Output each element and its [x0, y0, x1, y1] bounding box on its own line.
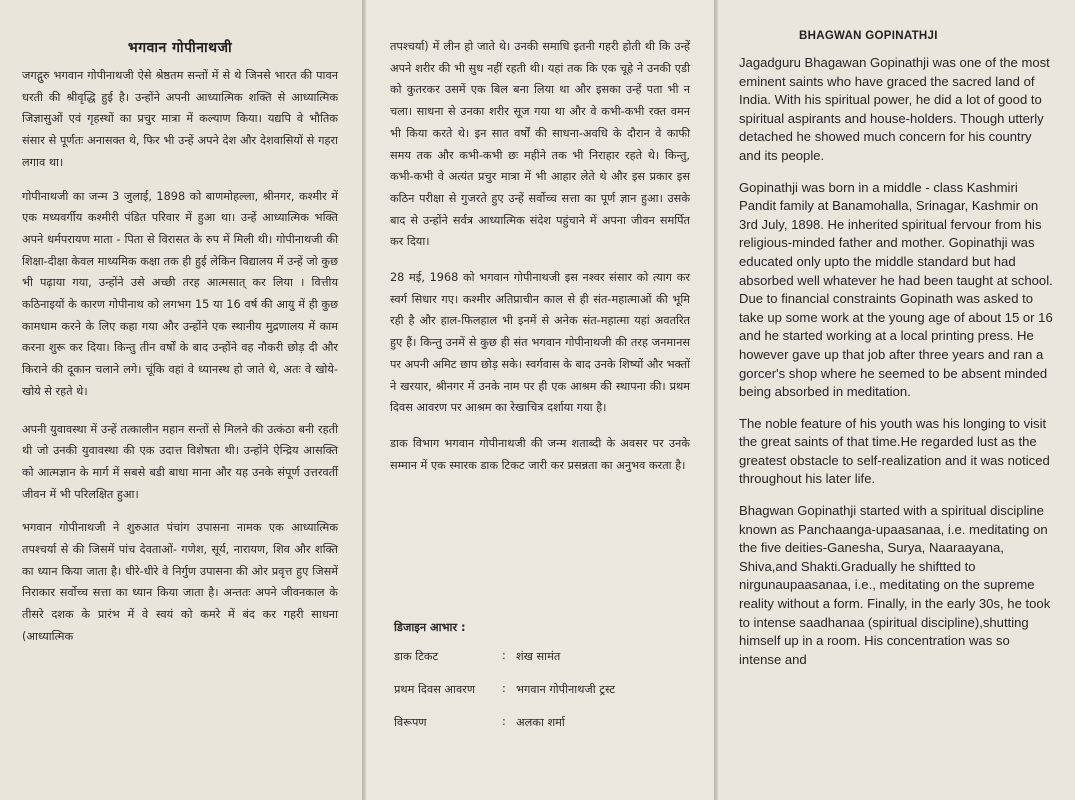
credit-value: भगवान गोपीनाथजी ट्रस्ट: [516, 683, 616, 696]
hindi-paragraph-3: अपनी युवावस्था में उन्हें तत्कालीन महान सन्तों से मिलने की उत्कंठा बनी रहती थी जो उनकी युवावस्था की एक उदात्त विशेषता थी। उन्होंने ऐन्द्रिय आसक्ति को आत्मज्ञान के मार्ग में सबसे बडी बाधा माना और यह उनके संपूर्ण उत्तरवर्ती जीवन में भी परिलक्षित हुआ।: [22, 422, 338, 501]
credit-row: [394, 715, 684, 748]
middle-page-content: [390, 36, 690, 490]
credit-row: [394, 649, 684, 682]
credits-title: डिजाइन आभार :: [394, 621, 466, 634]
hindi-paragraph-6: 28 मई, 1968 को भगवान गोपीनाथजी इस नश्वर संसार को त्याग कर स्वर्ग सिधार गए। कश्मीर अतिप्राचीन काल से ही संत-महात्माओं की भूमि रही है और हाल-फिलहाल भी इनमें से अनेक संत-महात्मा यहां अवतरित हुए हैं। किन्तु उनमें से कुछ ही संत भगवान गोपीनाथजी की तरह जनमानस पर अपनी अमिट छाप छोड़ सके। स्वर्गवास के बाद उनके शिष्यों और भक्तों ने खरयार, श्रीनगर में उनके नाम पर ही एक आश्रम की स्थापना की। प्रथम दिवस आवरण पर आश्रम का रेखाचित्र दर्शाया गया है।: [390, 271, 690, 415]
english-paragraph-1: Jagadguru Bhagawan Gopinathji was one of the most eminent saints who have graced the sacred land of India. With his spiritual power, he did a lot of good to spiritual aspirants and house-holders. Though utterly detached he showed much concern for his country and its people.: [739, 55, 1050, 163]
left-page-content: [22, 38, 338, 660]
credit-value: अलका शर्मा: [516, 716, 565, 729]
credit-value: शंख सामंत: [516, 650, 561, 663]
english-title: BHAGWAN GOPINATHJI: [799, 30, 938, 42]
english-paragraph-4: Bhagwan Gopinathji started with a spiritual discipline known as Panchaanga-upaasanaa, i.e. meditating on the five deities-Ganesha, Surya, Naaraayana, Shiva,and Shakti.Gradually he shiftted to nirgunaupaasanaa, i.e., meditating on the supreme reality without a form. Finally, in the early 30s, he took to intense saadhanaa (spiritual discipline),shutting himself up in a room. His concentration was so intense and: [739, 503, 1051, 667]
hindi-paragraph-4: भगवान गोपीनाथजी ने शुरुआत पंचांग उपासना नामक एक आध्यात्मिक तपश्चर्या से की जिसमें पांच देवताओं- गणेश, सूर्य, नारायण, शिव और शक्ति का ध्यान किया जाता है। धीरे-धीरे वे निर्गुण उपासना की ओर प्रवृत्त हुए जिसमें निराकार सर्वोच्च सत्ता का ध्यान किया जाता है। अन्ततः अपने जीवनकाल के तीसरे दशक के प्रारंभ में वे स्वयं को कमरे में बंद कर गहरी साधना (आध्यात्मिक: [22, 521, 338, 643]
hindi-paragraph-7: डाक विभाग भगवान गोपीनाथजी की जन्म शताब्दी के अवसर पर उनके सम्मान में एक स्मारक डाक टिकट जारी कर प्रसन्नता का अनुभव करता है।: [390, 436, 690, 472]
credit-colon: :: [502, 682, 506, 695]
credit-key: डाक टिकट: [394, 650, 439, 663]
right-page-content: [739, 30, 1055, 682]
credit-key: विरूपण: [394, 716, 427, 729]
credit-colon: :: [502, 715, 506, 728]
credit-key: प्रथम दिवस आवरण: [394, 683, 476, 696]
credit-row: [394, 682, 684, 715]
left-page: [0, 0, 362, 800]
hindi-paragraph-2: गोपीनाथजी का जन्म 3 जुलाई, 1898 को बाणमोहल्ला, श्रीनगर, कश्मीर में एक मध्यवर्गीय कश्मीरी पंडित परिवार में हुआ था। उन्हें आध्यात्मिक भक्ति अपने धर्मपरायण माता - पिता से विरासत के रुप में मिली थी। गोपीनाथजी की शिक्षा-दीक्षा केवल माध्यमिक कक्षा तक ही हुई लेकिन विद्यालय में उन्हें जो कुछ भी पढ़ाया गया, उन्होंने उसे अच्छी तरह आत्मसात् कर लिया । वित्तीय कठिनाइयों के कारण गोपीनाथ को लगभग 15 या 16 वर्ष की आयु में ही कुछ कामधाम करने के लिए कहा गया और उन्होंने एक स्थानीय मुद्रणालय में काम करना शुरू कर दिया। किन्तु तीन वर्षों के बाद उन्होंने वह नौकरी छोड़ दी और किराने की दूकान चलाने लगे। चूंकि वहां वे ध्यानस्थ हो जाते थे, अतः वे खोये-खोये से रहते थे।: [22, 189, 338, 398]
english-paragraph-2: Gopinathji was born in a middle - class Kashmiri Pandit family at Banamohalla, Srinagar, Kashmir on 3rd July, 1898. He inherited spiritual fervour from his religious-minded father and mother. Gopinathji was educated only upto the middle standard but had absorbed well whatever he had been taught at school. Due to financial constraints Gopinath was asked to take up some work at the young age of about 15 or 16 and he started working at a local printing press. He however gave up that job after three years and ran a gorcer's shop where he seemed to be absent minded being absorbed in meditation.: [739, 179, 1053, 400]
credit-colon: :: [502, 649, 506, 662]
hindi-paragraph-1: जगद्गुरु भगवान गोपीनाथजी ऐसे श्रेष्ठतम सन्तों में से थे जिनसे भारत की पावन धरती की श्रीवृद्धि हुई है। उन्होंने अपनी आध्यात्मिक शक्ति से आध्यात्मिक जिज्ञासुओं एवं गृहस्थों का प्रचुर मात्रा में कल्याण किया। यद्यपि वे भौतिक संसार से पूर्णतः अनासक्त थे, फिर भी उन्हें अपने देश और देशवासियों से गहरा लगाव था।: [22, 69, 338, 169]
english-paragraph-3: The noble feature of his youth was his longing to visit the great saints of that time.He regarded lust as the greatest obstacle to self-realization and it was noticed throughout his later life.: [739, 415, 1050, 487]
design-credits: [394, 620, 684, 748]
hindi-paragraph-5: तपश्चर्या) में लीन हो जाते थे। उनकी समाधि इतनी गहरी होती थी कि उन्हें अपने शरीर की भी सुध नहीं रहती थी। यहां तक कि एक चूहे ने उनकी एडी को कुतरकर उसमें एक बिल बना लिया था और इसका उन्हें पता भी न चला। साधना से उनका शरीर सूज गया था और वे कभी-कभी रक्त वमन भी किया करते थे। इन सात वर्षों की साधना-अवधि के दौरान वे काफी समय तक और कभी-कभी छः महीने तक भी निराहार रहते थे। किन्तु, कभी-कभी वे अत्यंत प्रचुर मात्रा में भी आहार लेते थे और इस प्रकार इस कठिन परीक्षा से गुजरते हुए उन्हें सर्वोच्च सत्ता का पूर्ण ज्ञान हुआ। उसके बाद से उन्होंने सर्वत्र आध्यात्मिक संदेश पहुंचाने में अपना जीवन समर्पित कर दिया।: [390, 40, 690, 249]
hindi-title: भगवान गोपीनाथजी: [127, 40, 233, 56]
right-page: [718, 0, 1075, 800]
middle-page: [366, 0, 714, 800]
